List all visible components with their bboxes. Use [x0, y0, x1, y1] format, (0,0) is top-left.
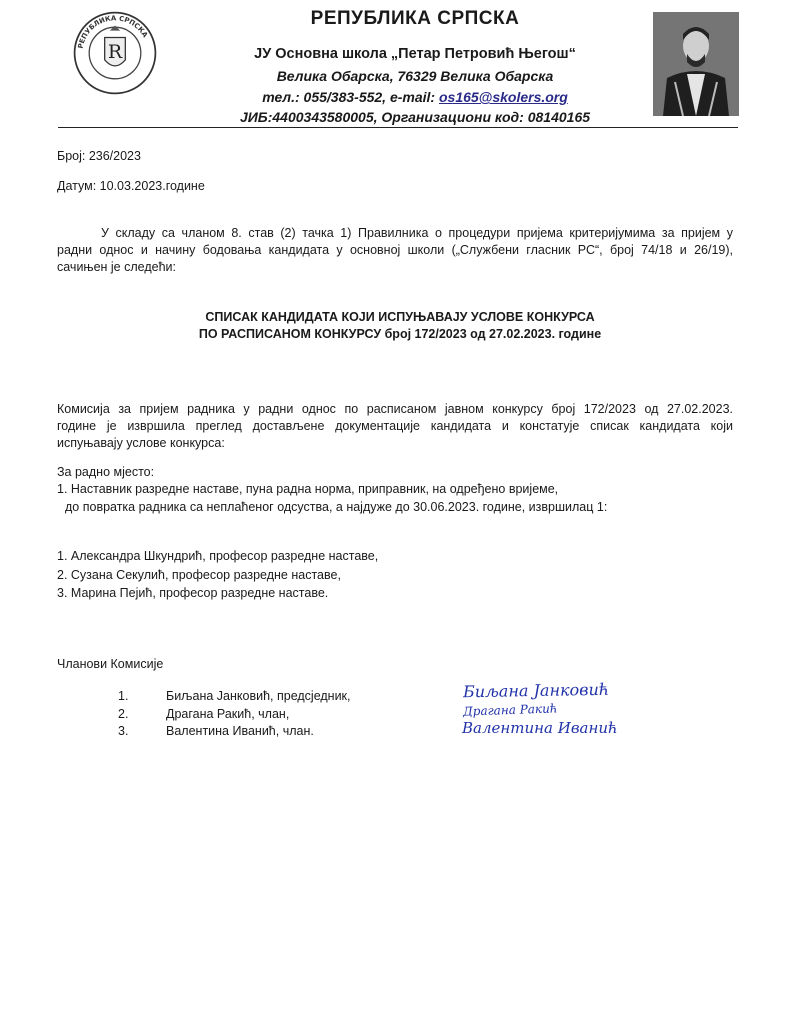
candidate-item: 3. Марина Пејић, професор разредне наставе. — [57, 586, 329, 600]
member-number: 3. — [118, 724, 129, 738]
signature-2: Драгана Ракић — [462, 701, 558, 719]
email-link[interactable]: os165@skolers.org — [438, 89, 568, 105]
signature-1: Биљана Јанковић — [462, 679, 610, 702]
intro-line-2: радни однос и начину бодовања кандидата у основној школи („Службени гласник РС“, број 74/18 и 26/19), — [57, 243, 733, 257]
intro-line-1: У складу са чланом 8. став (2) тачка 1) Правилника о процедури пријема критеријумима за пријем у — [101, 226, 733, 240]
school-ids: ЈИБ:4400343580005, Организациони код: 08140165 — [239, 109, 591, 125]
document-title: РЕПУБЛИКА СРПСКА — [310, 8, 520, 29]
school-seal-logo — [72, 10, 158, 96]
position-line-1: 1. Наставник разредне наставе, пуна радна норма, приправник, на одређено вријеме, — [57, 482, 559, 496]
commission-line-3: испуњавају услове конкурса: — [57, 436, 225, 450]
document-date: Датум: 10.03.2023.године — [57, 179, 205, 193]
contact-phone: тел.: 055/383-552, e-mail: — [262, 89, 439, 105]
seal-ring-text: РЕПУБЛИКА СРПСКА — [76, 14, 150, 50]
school-name: ЈУ Основна школа „Петар Петровић Његош“ — [254, 46, 576, 62]
school-address: Велика Обарска, 76329 Велика Обарска — [276, 68, 554, 84]
commission-line-1: Комисија за пријем радника у радни однос по расписаном јавном конкурсу број 172/2023 од 27.02.2023. — [57, 402, 733, 416]
intro-line-3: сачињен је следећи: — [57, 260, 176, 274]
portrait-image — [653, 12, 739, 116]
signature-3: Валентина Иванић — [462, 719, 618, 737]
candidate-item: 2. Сузана Секулић, професор разредне наставе, — [57, 568, 341, 582]
list-heading: СПИСАК КАНДИДАТА КОЈИ ИСПУЊАВАЈУ УСЛОВЕ КОНКУРСА — [205, 310, 595, 324]
candidate-item: 1. Александра Шкундрић, професор разредне наставе, — [57, 549, 379, 563]
members-title: Чланови Комисије — [57, 657, 164, 671]
list-subheading: ПО РАСПИСАНОМ КОНКУРСУ број 172/2023 од 27.02.2023. године — [198, 327, 602, 341]
member-number: 1. — [118, 689, 129, 703]
member-name: Биљана Јанковић, предсједник, — [166, 689, 351, 703]
commission-line-2: године је извршила преглед достављене документације кандидата и констатује списак кандидата који — [57, 419, 733, 433]
header-divider — [58, 127, 738, 128]
document-number: Број: 236/2023 — [57, 149, 141, 163]
school-contact — [190, 88, 640, 106]
member-name: Валентина Иванић, члан. — [166, 724, 314, 738]
position-label: За радно мјесто: — [57, 465, 155, 479]
member-number: 2. — [118, 707, 129, 721]
svg-text:R: R — [107, 41, 123, 64]
member-name: Драгана Ракић, члан, — [166, 707, 290, 721]
position-line-2: до повратка радника са неплаћеног одсуства, а најдуже до 30.06.2023. године, извршилац 1: — [65, 500, 608, 514]
